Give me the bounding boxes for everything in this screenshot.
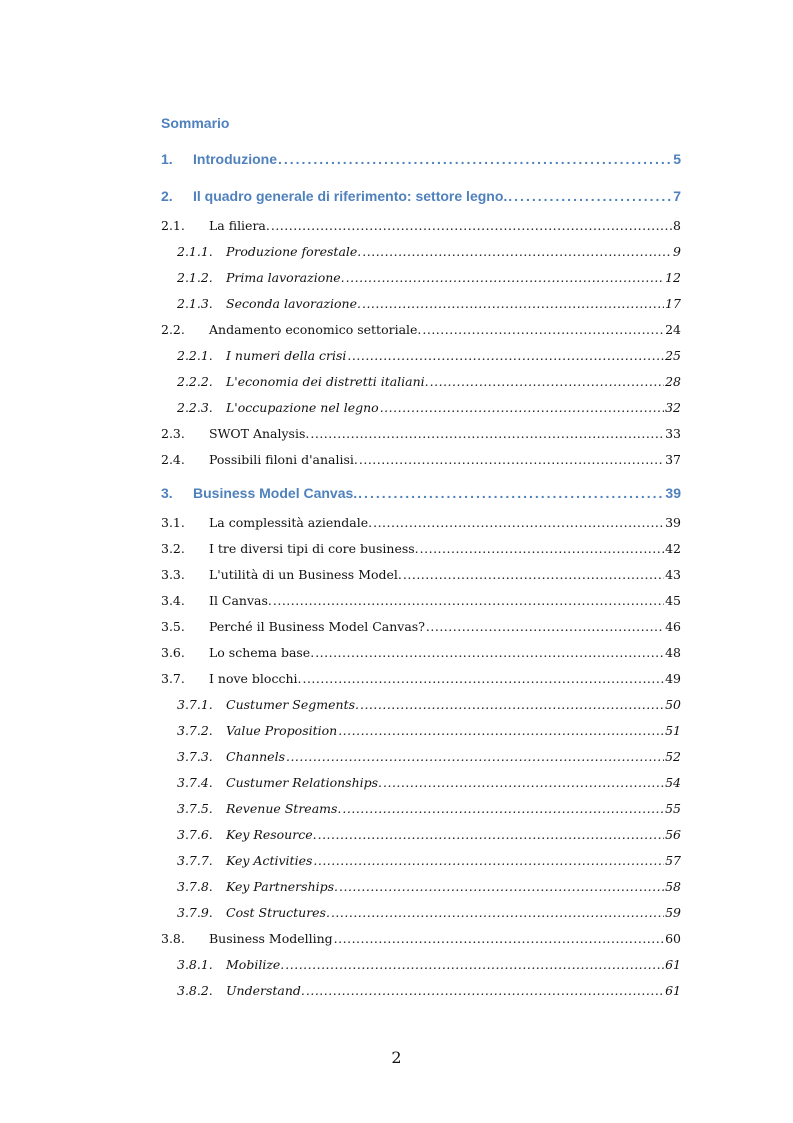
toc-entry-number: 2.4.	[161, 452, 185, 467]
toc-entry-page: 49	[665, 671, 681, 686]
toc-entry-number: 3.1.	[161, 515, 185, 530]
toc-entry-title: I tre diversi tipi di core business.	[209, 541, 419, 556]
toc-entry-title: Key Resource.	[226, 827, 317, 842]
toc-entry-title: Produzione forestale.	[226, 244, 362, 259]
toc-entry-page: 17	[665, 296, 681, 311]
toc-entry-page: 12	[665, 270, 681, 285]
toc-entry-number: 2.3.	[161, 426, 185, 441]
toc-entry-page: 61	[665, 983, 681, 998]
toc-entry-title: L'occupazione nel legno	[226, 400, 379, 415]
toc-dot-leader	[310, 426, 664, 441]
toc-entry-number: 3.2.	[161, 541, 185, 556]
toc-entry[interactable]	[177, 348, 681, 368]
toc-entry-page: 43	[665, 567, 681, 582]
toc-entry[interactable]	[161, 515, 681, 535]
toc-entry[interactable]	[161, 931, 681, 951]
toc-dot-leader	[306, 983, 664, 998]
toc-entry-title: Andamento economico settoriale.	[209, 322, 422, 337]
toc-dot-leader	[342, 801, 664, 816]
toc-entry-page: 9	[673, 244, 681, 259]
toc-entry-page: 5	[673, 151, 681, 167]
toc-entry-page: 56	[665, 827, 681, 842]
toc-dot-leader	[358, 485, 664, 501]
toc-entry-number: 3.7.4.	[177, 775, 213, 790]
toc-entry[interactable]	[177, 853, 681, 873]
toc-entry-page: 42	[665, 541, 681, 556]
toc-dot-leader	[403, 567, 664, 582]
toc-entry-page: 57	[665, 853, 681, 868]
toc-entry-page: 50	[665, 697, 681, 712]
toc-entry[interactable]	[177, 801, 681, 821]
toc-entry-number: 3.7.3.	[177, 749, 213, 764]
toc-entry-title: Possibili filoni d'analisi.	[209, 452, 358, 467]
toc-entry-number: 2.1.1.	[177, 244, 213, 259]
toc-entry[interactable]	[177, 244, 681, 264]
toc-entry-page: 39	[665, 485, 681, 501]
toc-entry-title: Il quadro generale di riferimento: settore legno.	[193, 188, 508, 204]
toc-entry[interactable]	[161, 151, 681, 171]
toc-entry-page: 37	[665, 452, 681, 467]
toc-entry-title: Lo schema base.	[209, 645, 315, 660]
toc-entry-title: Business Modelling	[209, 931, 333, 946]
toc-entry[interactable]	[161, 619, 681, 639]
toc-entry-page: 46	[665, 619, 681, 634]
toc-dot-leader	[346, 270, 664, 285]
toc-entry-page: 52	[665, 749, 681, 764]
toc-dot-leader	[430, 374, 664, 389]
toc-dot-leader	[359, 452, 664, 467]
toc-entry-number: 3.8.1.	[177, 957, 213, 972]
toc-entry[interactable]	[161, 188, 681, 208]
toc-entry-number: 2.2.3.	[177, 400, 213, 415]
toc-entry[interactable]	[161, 426, 681, 446]
toc-dot-leader	[302, 671, 664, 686]
toc-entry-page: 51	[665, 723, 681, 738]
toc-dot-leader	[360, 697, 664, 712]
toc-entry-title: Perché il Business Model Canvas?	[209, 619, 425, 634]
toc-dot-leader	[422, 322, 664, 337]
toc-dot-leader	[313, 853, 664, 868]
toc-entry-title: I numeri della crisi	[226, 348, 347, 363]
toc-dot-leader	[339, 879, 664, 894]
toc-entry-number: 3.8.	[161, 931, 185, 946]
toc-entry[interactable]	[161, 485, 681, 505]
toc-entry[interactable]	[177, 723, 681, 743]
toc-entry-number: 2.2.1.	[177, 348, 213, 363]
toc-entry-title: Business Model Canvas.	[193, 485, 358, 501]
toc-entry-number: 2.1.2.	[177, 270, 213, 285]
toc-entry-number: 3.7.7.	[177, 853, 213, 868]
toc-dot-leader	[362, 244, 672, 259]
toc-entry[interactable]	[177, 775, 681, 795]
toc-entry-title: Key Activities	[226, 853, 313, 868]
toc-entry-page: 60	[665, 931, 681, 946]
toc-dot-leader	[285, 957, 664, 972]
toc-entry-page: 39	[665, 515, 681, 530]
toc-entry[interactable]	[177, 827, 681, 847]
toc-entry[interactable]	[177, 879, 681, 899]
toc-entry[interactable]	[177, 957, 681, 977]
toc-dot-leader	[373, 515, 664, 530]
toc-dot-leader	[278, 151, 672, 167]
toc-entry-page: 24	[665, 322, 681, 337]
toc-entry-page: 54	[665, 775, 681, 790]
toc-entry-page: 59	[665, 905, 681, 920]
toc-dot-leader	[334, 931, 664, 946]
toc-entry-title: Understand.	[226, 983, 305, 998]
toc-entry-page: 32	[665, 400, 681, 415]
toc-entry-title: Custumer Segments.	[226, 697, 359, 712]
toc-entry-number: 1.	[161, 151, 173, 167]
toc-entry-page: 48	[665, 645, 681, 660]
toc-entry-page: 28	[665, 374, 681, 389]
toc-entry-number: 3.7.2.	[177, 723, 213, 738]
toc-entry-page: 7	[673, 188, 681, 204]
toc-entry-number: 3.8.2.	[177, 983, 213, 998]
toc-entry[interactable]	[177, 374, 681, 394]
toc-entry[interactable]	[177, 905, 681, 925]
toc-entry-page: 61	[665, 957, 681, 972]
toc-entry-number: 3.3.	[161, 567, 185, 582]
toc-entry[interactable]	[161, 593, 681, 613]
toc-entry-number: 3.6.	[161, 645, 185, 660]
toc-dot-leader	[383, 775, 664, 790]
toc-entry-number: 3.7.	[161, 671, 185, 686]
toc-entry[interactable]	[177, 697, 681, 717]
toc-entry-number: 2.2.2.	[177, 374, 213, 389]
toc-entry-title: Revenue Streams.	[226, 801, 342, 816]
toc-entry-number: 3.4.	[161, 593, 185, 608]
toc-entry-title: Mobilize.	[226, 957, 285, 972]
toc-entry-title: Prima lavorazione.	[226, 270, 345, 285]
toc-dot-leader	[286, 749, 664, 764]
toc-entry[interactable]	[161, 645, 681, 665]
toc-entry-title: Key Partnerships.	[226, 879, 339, 894]
toc-dot-leader	[426, 619, 664, 634]
toc-entry-title: Introduzione	[193, 151, 277, 167]
toc-entry[interactable]	[177, 983, 681, 1003]
toc-dot-leader	[380, 400, 664, 415]
toc-entry-page: 55	[665, 801, 681, 816]
toc-entry-number: 3.5.	[161, 619, 185, 634]
toc-title: Sommario	[161, 115, 230, 131]
toc-entry[interactable]	[161, 452, 681, 472]
toc-entry-title: Value Proposition	[226, 723, 338, 738]
toc-entry-title: Channels	[226, 749, 285, 764]
toc-entry-title: Il Canvas.	[209, 593, 272, 608]
toc-dot-leader	[331, 905, 664, 920]
toc-dot-leader	[338, 723, 664, 738]
toc-entry-number: 3.7.9.	[177, 905, 213, 920]
toc-entry-title: SWOT Analysis.	[209, 426, 310, 441]
toc-entry-title: La complessità aziendale.	[209, 515, 373, 530]
toc-entry[interactable]	[177, 270, 681, 290]
toc-entry-number: 3.7.6.	[177, 827, 213, 842]
toc-dot-leader	[271, 218, 672, 233]
toc-entry-number: 2.2.	[161, 322, 185, 337]
toc-entry-title: Custumer Relationships.	[226, 775, 383, 790]
toc-dot-leader	[315, 645, 664, 660]
toc-dot-leader	[347, 348, 664, 363]
toc-entry-page: 45	[665, 593, 681, 608]
toc-entry-number: 2.1.	[161, 218, 185, 233]
toc-entry-number: 3.7.1.	[177, 697, 213, 712]
toc-entry[interactable]	[177, 400, 681, 420]
toc-entry-title: I nove blocchi.	[209, 671, 302, 686]
toc-entry[interactable]	[161, 322, 681, 342]
toc-entry-page: 8	[673, 218, 681, 233]
toc-entry-number: 3.	[161, 485, 173, 501]
toc-dot-leader	[273, 593, 664, 608]
toc-entry-number: 2.	[161, 188, 173, 204]
toc-entry[interactable]	[161, 218, 681, 238]
page-number: 2	[391, 1048, 402, 1067]
toc-dot-leader	[420, 541, 664, 556]
toc-entry-title: L'utilità di un Business Model.	[209, 567, 402, 582]
toc-entry-title: La filiera.	[209, 218, 270, 233]
toc-entry-page: 33	[665, 426, 681, 441]
toc-entry-number: 3.7.5.	[177, 801, 213, 816]
toc-dot-leader	[318, 827, 665, 842]
toc-entry-number: 2.1.3.	[177, 296, 213, 311]
toc-entry-number: 3.7.8.	[177, 879, 213, 894]
toc-entry-title: Seconda lavorazione.	[226, 296, 361, 311]
toc-entry[interactable]	[161, 567, 681, 587]
toc-entry[interactable]	[177, 749, 681, 769]
toc-dot-leader	[362, 296, 664, 311]
toc-entry-page: 25	[665, 348, 681, 363]
toc-entry-title: L'economia dei distretti italiani.	[226, 374, 429, 389]
toc-entry[interactable]	[161, 671, 681, 691]
toc-dot-leader	[508, 188, 672, 204]
toc-entry[interactable]	[161, 541, 681, 561]
toc-entry[interactable]	[177, 296, 681, 316]
toc-entry-page: 58	[665, 879, 681, 894]
toc-entry-title: Cost Structures.	[226, 905, 330, 920]
